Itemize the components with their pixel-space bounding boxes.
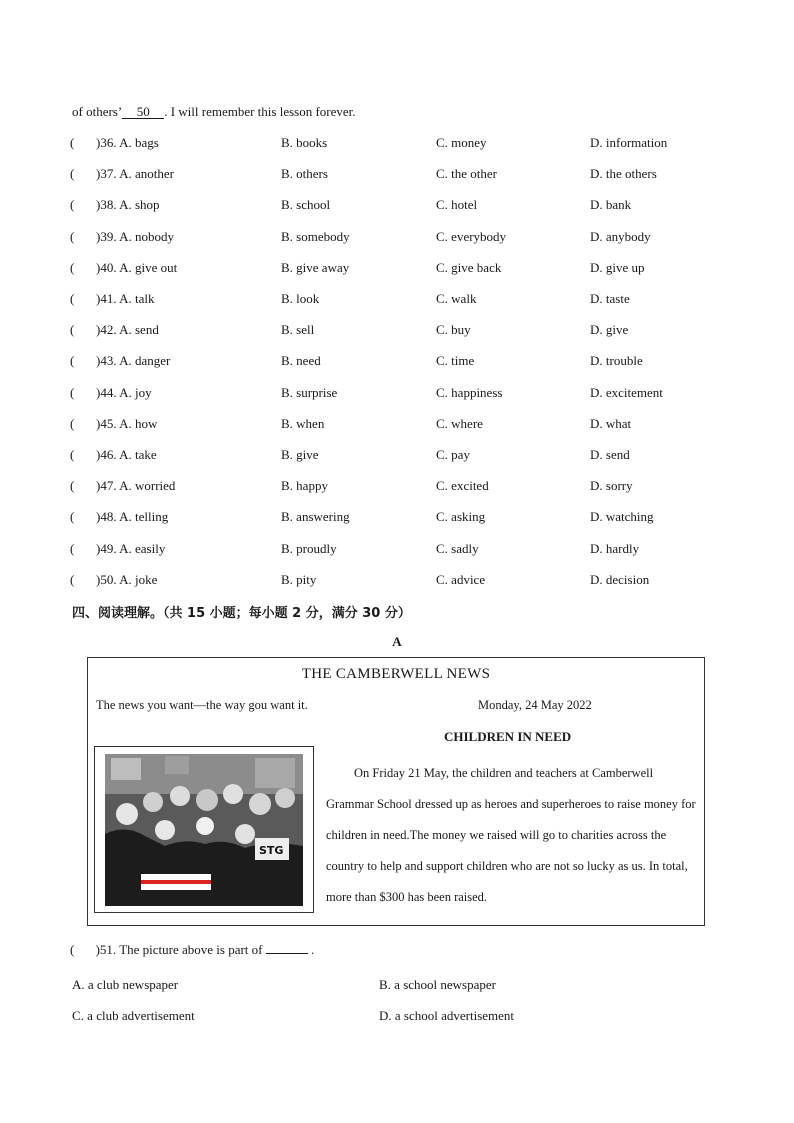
intro-suffix: . I will remember this lesson forever.	[164, 104, 356, 119]
option-d[interactable]: D. anybody	[590, 228, 651, 244]
option-b[interactable]: B. somebody	[281, 228, 350, 244]
q51-paren: (	[70, 942, 75, 957]
question-row	[70, 509, 730, 527]
answer-paren[interactable]: (	[70, 228, 75, 244]
option-a[interactable]: )40. A. give out	[96, 259, 178, 275]
newspaper-date: Monday, 24 May 2022	[478, 698, 592, 712]
option-c[interactable]: C. time	[436, 353, 475, 369]
option-b[interactable]: B. when	[281, 415, 325, 431]
question-row	[70, 291, 730, 309]
option-a[interactable]: )50. A. joke	[96, 571, 158, 587]
question-row	[70, 353, 730, 371]
option-c[interactable]: C. happiness	[436, 384, 503, 400]
option-a[interactable]: )46. A. take	[96, 447, 157, 462]
option-b[interactable]: B. surprise	[281, 384, 338, 400]
question-row	[70, 541, 730, 559]
option-d[interactable]: D. taste	[590, 291, 630, 306]
question-row	[70, 166, 730, 184]
question-51	[70, 942, 314, 958]
blank-50: 50	[122, 105, 164, 119]
children-group-photo	[105, 754, 303, 906]
answer-paren[interactable]: (	[70, 259, 75, 275]
answer-paren[interactable]: (	[70, 571, 75, 587]
question-row	[70, 572, 730, 590]
option-c[interactable]: C. asking	[436, 509, 486, 525]
option-d[interactable]: D. give up	[590, 259, 645, 275]
newspaper-title: THE CAMBERWELL NEWS	[301, 666, 491, 682]
q51-option-a[interactable]: A. a club newspaper	[72, 977, 179, 992]
q51-option-c[interactable]: C. a club advertisement	[72, 1008, 195, 1023]
answer-paren[interactable]: (	[70, 166, 75, 182]
option-d[interactable]: D. give	[590, 322, 629, 338]
option-a[interactable]: )41. A. talk	[96, 291, 155, 306]
option-a[interactable]: )49. A. easily	[96, 540, 166, 556]
option-c[interactable]: C. money	[436, 135, 487, 150]
option-d[interactable]: D. information	[590, 135, 668, 150]
answer-paren[interactable]: (	[70, 478, 75, 494]
option-a[interactable]: )44. A. joy	[96, 384, 152, 400]
option-d[interactable]: D. the others	[590, 166, 657, 182]
option-b[interactable]: B. school	[281, 197, 331, 213]
option-a[interactable]: )47. A. worried	[96, 478, 176, 494]
q51-stem: )51. The picture above is part of	[95, 942, 263, 957]
option-a[interactable]: )37. A. another	[96, 166, 174, 182]
q51-option-b[interactable]: B. a school newspaper	[379, 977, 496, 992]
newspaper-tagline: The news you want—the way gou want it.	[96, 698, 308, 712]
answer-paren[interactable]: (	[70, 447, 75, 462]
option-b[interactable]: B. give away	[281, 259, 350, 275]
answer-paren[interactable]: (	[70, 509, 75, 525]
option-c[interactable]: C. hotel	[436, 197, 478, 213]
option-a[interactable]: )43. A. danger	[96, 353, 171, 369]
article-headline: CHILDREN IN NEED	[444, 729, 572, 744]
passage-label: A	[392, 634, 402, 649]
option-d[interactable]: D. excitement	[590, 384, 663, 400]
option-a[interactable]: )38. A. shop	[96, 197, 160, 213]
option-b[interactable]: B. proudly	[281, 540, 337, 556]
article-body: On Friday 21 May, the children and teachers at Camberwell Grammar School dressed up as heroes and superheroes to raise money for children in need.The money we raised will go to charities across the country to help and support children who are not so lucky as us. In total, more than $300 has been raised.	[326, 766, 696, 904]
intro-prefix: of others’	[72, 104, 123, 119]
option-c[interactable]: C. everybody	[436, 228, 507, 244]
question-row	[70, 478, 730, 496]
option-c[interactable]: C. excited	[436, 478, 489, 494]
option-c[interactable]: C. pay	[436, 447, 470, 462]
option-a[interactable]: )39. A. nobody	[96, 228, 174, 244]
option-b[interactable]: B. give	[281, 447, 319, 462]
option-b[interactable]: B. happy	[281, 478, 328, 494]
answer-paren[interactable]: (	[70, 415, 75, 431]
photo-frame	[94, 746, 314, 913]
option-d[interactable]: D. watching	[590, 509, 654, 525]
option-a[interactable]: )45. A. how	[96, 415, 158, 431]
intro-line	[72, 104, 356, 120]
option-c[interactable]: C. buy	[436, 322, 471, 338]
photo-sign-text: STG	[259, 844, 284, 857]
answer-paren[interactable]: (	[70, 197, 75, 213]
question-row	[70, 197, 730, 215]
answer-paren[interactable]: (	[70, 322, 75, 338]
option-d[interactable]: D. bank	[590, 197, 632, 213]
answer-paren[interactable]: (	[70, 540, 75, 556]
answer-paren[interactable]: (	[70, 353, 75, 369]
option-b[interactable]: B. need	[281, 353, 321, 369]
question-row	[70, 447, 730, 465]
question-row	[70, 229, 730, 247]
question-row	[70, 416, 730, 434]
option-b[interactable]: B. pity	[281, 571, 317, 587]
option-d[interactable]: D. send	[590, 447, 630, 462]
option-b[interactable]: B. look	[281, 291, 320, 306]
question-row	[70, 260, 730, 278]
option-c[interactable]: C. the other	[436, 166, 498, 182]
option-d[interactable]: D. sorry	[590, 478, 633, 494]
option-d[interactable]: D. decision	[590, 571, 650, 587]
option-d[interactable]: D. hardly	[590, 540, 640, 556]
option-b[interactable]: B. books	[281, 135, 328, 150]
option-c[interactable]: C. where	[436, 415, 483, 431]
answer-paren[interactable]: (	[70, 291, 75, 306]
option-a[interactable]: )36. A. bags	[96, 135, 159, 150]
answer-paren[interactable]: (	[70, 384, 75, 400]
section-title: 四、阅读理解。（共 15 小题；每小题 2 分，满分 30 分）	[72, 606, 411, 621]
option-b[interactable]: B. answering	[281, 509, 350, 525]
q51-option-d[interactable]: D. a school advertisement	[379, 1008, 515, 1023]
option-b[interactable]: B. sell	[281, 322, 315, 338]
q51-stem-end: .	[307, 942, 315, 957]
option-a[interactable]: )48. A. telling	[96, 509, 169, 525]
option-c[interactable]: C. give back	[436, 259, 502, 275]
answer-paren[interactable]: (	[70, 135, 75, 150]
option-c[interactable]: C. advice	[436, 571, 486, 587]
question-row	[70, 385, 730, 403]
newspaper-clipping	[87, 657, 705, 926]
option-d[interactable]: D. what	[590, 415, 632, 431]
option-b[interactable]: B. others	[281, 166, 328, 182]
option-c[interactable]: C. walk	[436, 291, 477, 306]
question-row	[70, 322, 730, 340]
option-c[interactable]: C. sadly	[436, 540, 479, 556]
question-row	[70, 135, 730, 153]
option-a[interactable]: )42. A. send	[96, 322, 159, 338]
q51-answer-blank[interactable]	[266, 943, 308, 954]
option-d[interactable]: D. trouble	[590, 353, 643, 369]
